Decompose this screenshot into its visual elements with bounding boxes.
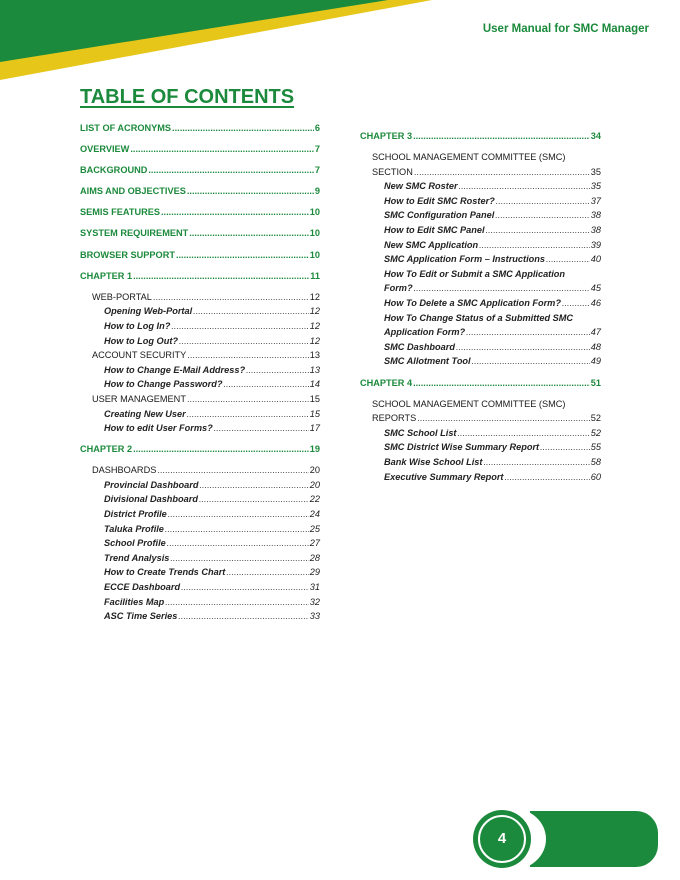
banner-green-band (0, 0, 388, 62)
toc-chapter-3[interactable]: CHAPTER 3 ..... 34 (360, 129, 601, 144)
toc-subentry[interactable]: ASC Time Series ..... 33 (80, 609, 320, 624)
toc-entry[interactable]: BACKGROUND ..... 7 (80, 163, 320, 178)
toc-subentry[interactable]: How to Edit SMC Panel ..... 38 (360, 223, 601, 238)
toc-subentry[interactable]: Trend Analysis ..... 28 (80, 551, 320, 566)
toc-section-user-management[interactable]: USER MANAGEMENT ..... 15 (80, 392, 320, 407)
toc-left-column (80, 121, 320, 624)
toc-subentry-wrap[interactable]: How To Edit or Submit a SMC Application (384, 268, 566, 279)
toc-section-dashboards[interactable]: DASHBOARDS ..... 20 (80, 463, 320, 478)
toc-subentry[interactable]: How To Delete a SMC Application Form? ..... 46 (360, 296, 601, 311)
toc-right-column (360, 129, 601, 484)
toc-subentry[interactable]: New SMC Application ..... 39 (360, 238, 601, 253)
toc-subentry[interactable]: How to Change Password? ..... 14 (80, 377, 320, 392)
toc-entry[interactable]: SYSTEM REQUIREMENT ..... 10 (80, 226, 320, 241)
toc-subentry[interactable]: SMC Dashboard ..... 48 (360, 340, 601, 355)
toc-subentry[interactable]: SMC Allotment Tool ..... 49 (360, 354, 601, 369)
toc-subentry[interactable]: How to Log In? ..... 12 (80, 319, 320, 334)
page-title: TABLE OF CONTENTS (80, 86, 295, 108)
header-banner (0, 0, 680, 90)
toc-chapter-2[interactable]: CHAPTER 2 ..... 19 (80, 442, 320, 457)
toc-subentry[interactable]: How to edit User Forms? ..... 17 (80, 421, 320, 436)
toc-subentry[interactable]: Provincial Dashboard ..... 20 (80, 478, 320, 493)
toc-chapter-1[interactable]: CHAPTER 1 ..... 11 (80, 269, 320, 284)
toc-subentry[interactable]: SMC School List ..... 52 (360, 426, 601, 441)
toc-subentry[interactable]: Application Form? ..... 47 (360, 325, 601, 340)
toc-subentry[interactable]: Form? ..... 45 (360, 281, 601, 296)
toc-section-smc-reports[interactable]: REPORTS ..... 52 (360, 411, 601, 426)
toc-entry[interactable]: LIST OF ACRONYMS ..... 6 (80, 121, 320, 136)
toc-subentry[interactable]: Creating New User ..... 15 (80, 407, 320, 422)
toc-entry[interactable]: OVERVIEW ..... 7 (80, 142, 320, 157)
toc-subentry[interactable]: School Profile ..... 27 (80, 536, 320, 551)
toc-section-smc[interactable]: SECTION ..... 35 (360, 165, 601, 180)
toc-subentry[interactable]: SMC Application Form – Instructions ..... 40 (360, 252, 601, 267)
toc-subentry[interactable]: ECCE Dashboard ..... 31 (80, 580, 320, 595)
toc-subentry[interactable]: How to Edit SMC Roster? ..... 37 (360, 194, 601, 209)
toc-chapter-4[interactable]: CHAPTER 4 ..... 51 (360, 376, 601, 391)
badge-tab (530, 811, 658, 867)
toc-subentry-wrap[interactable]: How To Change Status of a Submitted SMC (384, 312, 574, 323)
toc-subentry[interactable]: New SMC Roster ..... 35 (360, 179, 601, 194)
toc-subentry[interactable]: SMC District Wise Summary Report ..... 55 (360, 440, 601, 455)
toc-subentry[interactable]: How to Change E-Mail Address? ..... 13 (80, 363, 320, 378)
toc-section-smc-reports-heading[interactable]: SCHOOL MANAGEMENT COMMITTEE (SMC) (372, 398, 566, 409)
toc-subentry[interactable]: Taluka Profile ..... 25 (80, 522, 320, 537)
toc-subentry[interactable]: District Profile ..... 24 (80, 507, 320, 522)
toc-subentry[interactable]: Facilities Map ..... 32 (80, 595, 320, 610)
toc-entry[interactable]: AIMS AND OBJECTIVES ..... 9 (80, 184, 320, 199)
toc-section-account-security[interactable]: ACCOUNT SECURITY ..... 13 (80, 348, 320, 363)
toc-subentry[interactable]: Executive Summary Report ..... 60 (360, 470, 601, 485)
document-header-title: User Manual for SMC Manager (482, 23, 649, 35)
toc-subentry[interactable]: SMC Configuration Panel ..... 38 (360, 208, 601, 223)
page-number: 4 (497, 830, 507, 847)
toc-section-web-portal[interactable]: WEB-PORTAL ..... 12 (80, 290, 320, 305)
toc-subentry[interactable]: Bank Wise School List ..... 58 (360, 455, 601, 470)
toc-subentry[interactable]: How to Create Trends Chart ..... 29 (80, 565, 320, 580)
toc-entry[interactable]: SEMIS FEATURES ..... 10 (80, 205, 320, 220)
toc-subentry[interactable]: How to Log Out? ..... 12 (80, 334, 320, 349)
toc-subentry[interactable]: Opening Web-Portal ..... 12 (80, 304, 320, 319)
toc-section-smc-heading[interactable]: SCHOOL MANAGEMENT COMMITTEE (SMC) (372, 152, 566, 163)
toc-entry[interactable]: BROWSER SUPPORT ..... 10 (80, 248, 320, 263)
toc-subentry[interactable]: Divisional Dashboard ..... 22 (80, 492, 320, 507)
